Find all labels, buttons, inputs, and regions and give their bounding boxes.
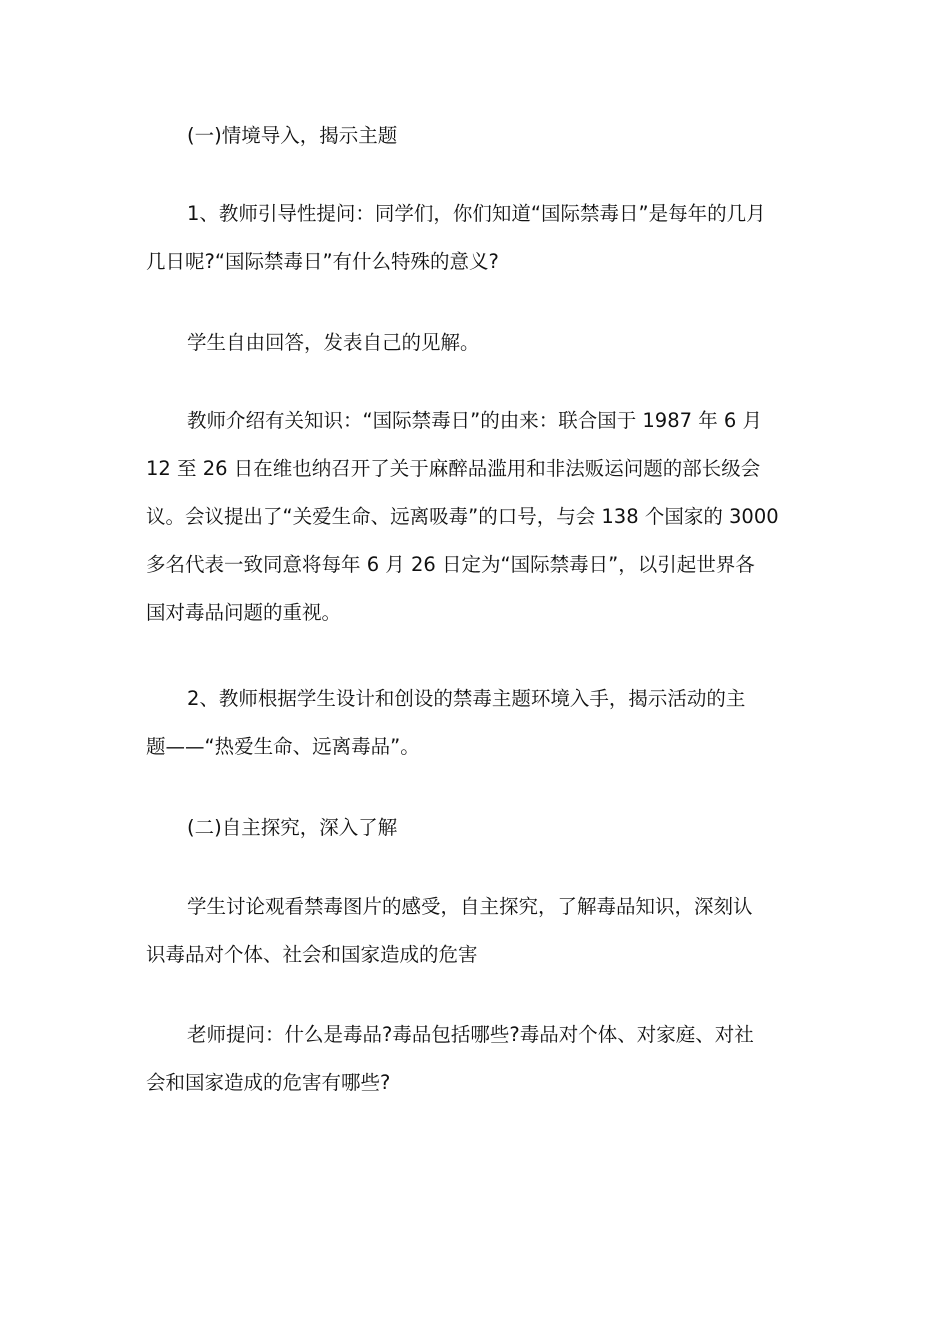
paragraph-line: 几日呢?“国际禁毒日”有什么特殊的意义? (146, 250, 499, 273)
paragraph-line: 学生讨论观看禁毒图片的感受，自主探究，了解毒品知识，深刻认 (187, 895, 753, 918)
paragraph-drug-day-origin (146, 397, 814, 637)
heading-line: (二)自主探究，深入了解 (187, 816, 398, 839)
heading-self-exploration (146, 804, 814, 852)
paragraph-line: 国对毒品问题的重视。 (146, 601, 342, 624)
paragraph-line: 议。会议提出了“关爱生命、远离吸毒”的口号，与会 138 个国家的 3000 (146, 505, 779, 528)
paragraph-line: 题——“热爱生命、远离毒品”。 (146, 735, 420, 758)
paragraph-line: 多名代表一致同意将每年 6 月 26 日定为“国际禁毒日”，以引起世界各 (146, 553, 755, 576)
paragraph-teacher-question (146, 190, 814, 286)
paragraph-line: 2、教师根据学生设计和创设的禁毒主题环境入手，揭示活动的主 (187, 687, 746, 710)
heading-situational-intro (146, 112, 814, 160)
paragraph-line: 12 至 26 日在维也纳召开了关于麻醉品滥用和非法贩运问题的部长级会 (146, 457, 761, 480)
paragraph-student-answer (146, 319, 814, 367)
paragraph-line: 学生自由回答，发表自己的见解。 (187, 331, 480, 354)
heading-line: (一)情境导入，揭示主题 (187, 124, 398, 147)
paragraph-line: 会和国家造成的危害有哪些? (146, 1071, 391, 1094)
paragraph-student-discussion (146, 883, 814, 979)
paragraph-teacher-asks (146, 1011, 814, 1107)
paragraph-line: 老师提问：什么是毒品?毒品包括哪些?毒品对个体、对家庭、对社 (187, 1023, 754, 1046)
paragraph-line: 1、教师引导性提问：同学们，你们知道“国际禁毒日”是每年的几月 (187, 202, 766, 225)
paragraph-reveal-theme (146, 675, 814, 771)
paragraph-line: 教师介绍有关知识：“国际禁毒日”的由来：联合国于 1987 年 6 月 (187, 409, 763, 432)
paragraph-line: 识毒品对个体、社会和国家造成的危害 (146, 943, 478, 966)
